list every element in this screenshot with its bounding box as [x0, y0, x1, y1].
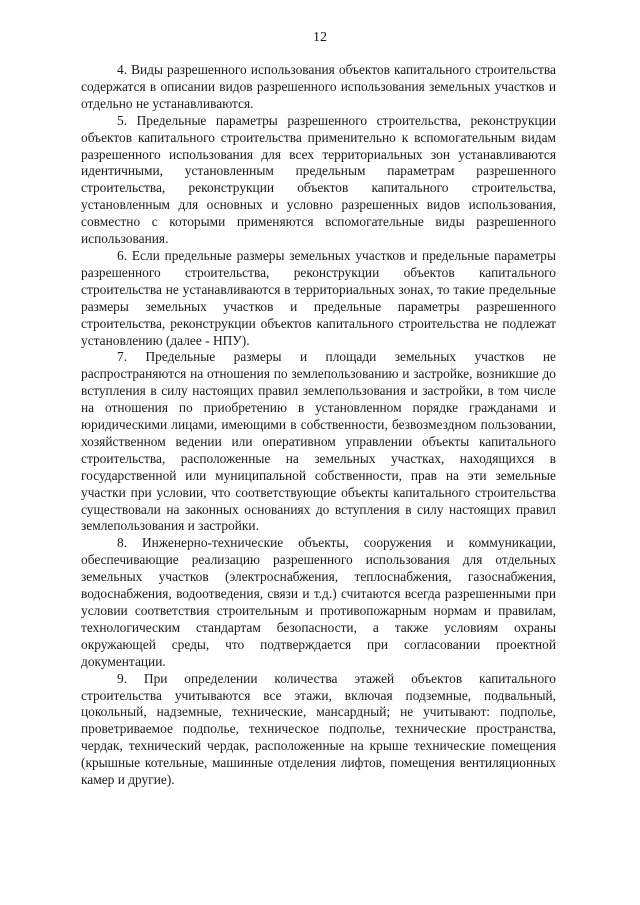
document-body	[81, 62, 556, 789]
paragraph-7: 7. Предельные размеры и площади земельных участков не распространяются на отношения по землепользованию и застройке, возникшие до вступления в силу настоящих правил землепользования и застройки, в том числе на отношения по приобретению в установленном порядке гражданами и юридическими лицами, имеющими в собственности, безвозмездном пользовании, хозяйственном ведении или оперативном управлении объекты капитального строительства, расположенные на земельных участках, находящихся в государственной или муниципальной собственности, прав на эти земельные участки при условии, что соответствующие объекты капитального строительства существовали на законных основаниях до вступления в силу настоящих правил землепользования и застройки.	[81, 349, 556, 534]
page-number: 12	[313, 30, 327, 45]
paragraph-5: 5. Предельные параметры разрешенного строительства, реконструкции объектов капитального строительства применительно к вспомогательным видам разрешенного использования для всех территориальных зон устанавливаются идентичными, установленным предельным параметрам разрешенного строительства, реконструкции объектов капитального строительства, установленным для основных и условно разрешенных видов использования, совместно с которыми применяются вспомогательные виды разрешенного использования.	[81, 112, 556, 247]
paragraph-9: 9. При определении количества этажей объектов капитального строительства учитываются все этажи, включая подземные, подвальный, цокольный, надземные, технические, мансардный; не учитывают: подполье, проветриваемое подполье, техническое подполье, технические пространства, чердак, технический чердак, расположенные на крыше технические помещения (крышные котельные, машинные отделения лифтов, помещения вентиляционных камер и другие).	[81, 670, 556, 788]
paragraph-6: 6. Если предельные размеры земельных участков и предельные параметры разрешенного строительства, реконструкции объектов капитального строительства не устанавливаются в территориальных зонах, то такие предельные размеры земельных участков и предельные параметры разрешенного строительства, реконструкции объектов капитального строительства не подлежат установлению (далее - НПУ).	[81, 247, 556, 348]
paragraph-8: 8. Инженерно-технические объекты, сооружения и коммуникации, обеспечивающие реализацию разрешенного использования для отдельных земельных участков (электроснабжения, теплоснабжения, газоснабжения, водоснабжения, водоотведения, связи и т.д.) считаются всегда разрешенными при условии соответствия строительным и противопожарным нормам и правилам, технологическим стандартам безопасности, а также условиям охраны окружающей среды, что подтверждается при согласовании проектной документации.	[81, 535, 556, 669]
paragraph-4: 4. Виды разрешенного использования объектов капитального строительства содержатся в описании видов разрешенного использования земельных участков и отдельно не устанавливаются.	[81, 62, 556, 111]
